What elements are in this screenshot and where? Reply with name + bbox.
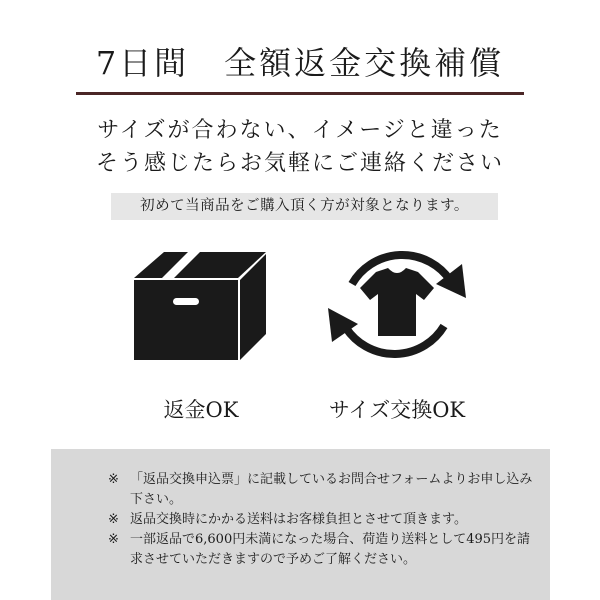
- feature-refund: [126, 240, 276, 425]
- lead-line-1: サイズが合わない、イメージと違った: [97, 118, 503, 143]
- box-icon: [134, 252, 268, 360]
- note-mark: ※: [108, 472, 119, 487]
- note-item: [51, 530, 540, 570]
- lead-text: [0, 114, 600, 180]
- notes-list: [51, 449, 550, 570]
- tshirt-exchange-icon: [312, 232, 482, 372]
- note-mark: ※: [108, 532, 119, 547]
- note-text: 返品交換時にかかる送料はお客様負担とさせて頂きます。: [130, 512, 467, 527]
- exchange-label: サイズ交換OK: [328, 398, 466, 422]
- notes-box: [51, 449, 550, 600]
- title-divider: [76, 92, 524, 95]
- note-item: [51, 470, 540, 510]
- lead-line-2: そう感じたらお気軽にご連絡ください: [95, 151, 504, 176]
- feature-exchange: [312, 232, 482, 425]
- note-item: [51, 510, 540, 530]
- eligibility-banner: 初めて当商品をご購入頂く方が対象となります。: [111, 193, 498, 220]
- note-mark: ※: [108, 512, 119, 527]
- refund-label: 返金OK: [163, 398, 239, 422]
- note-text: 一部返品で6,600円未満になった場合、荷造り送料として495円を請求させていただきますので予めご了解ください。: [130, 532, 531, 567]
- page-title: 7日間 全額返金交換補償: [95, 44, 505, 82]
- note-text: 「返品交換申込票」に記載しているお問合せフォームよりお申し込み下さい。: [130, 472, 533, 507]
